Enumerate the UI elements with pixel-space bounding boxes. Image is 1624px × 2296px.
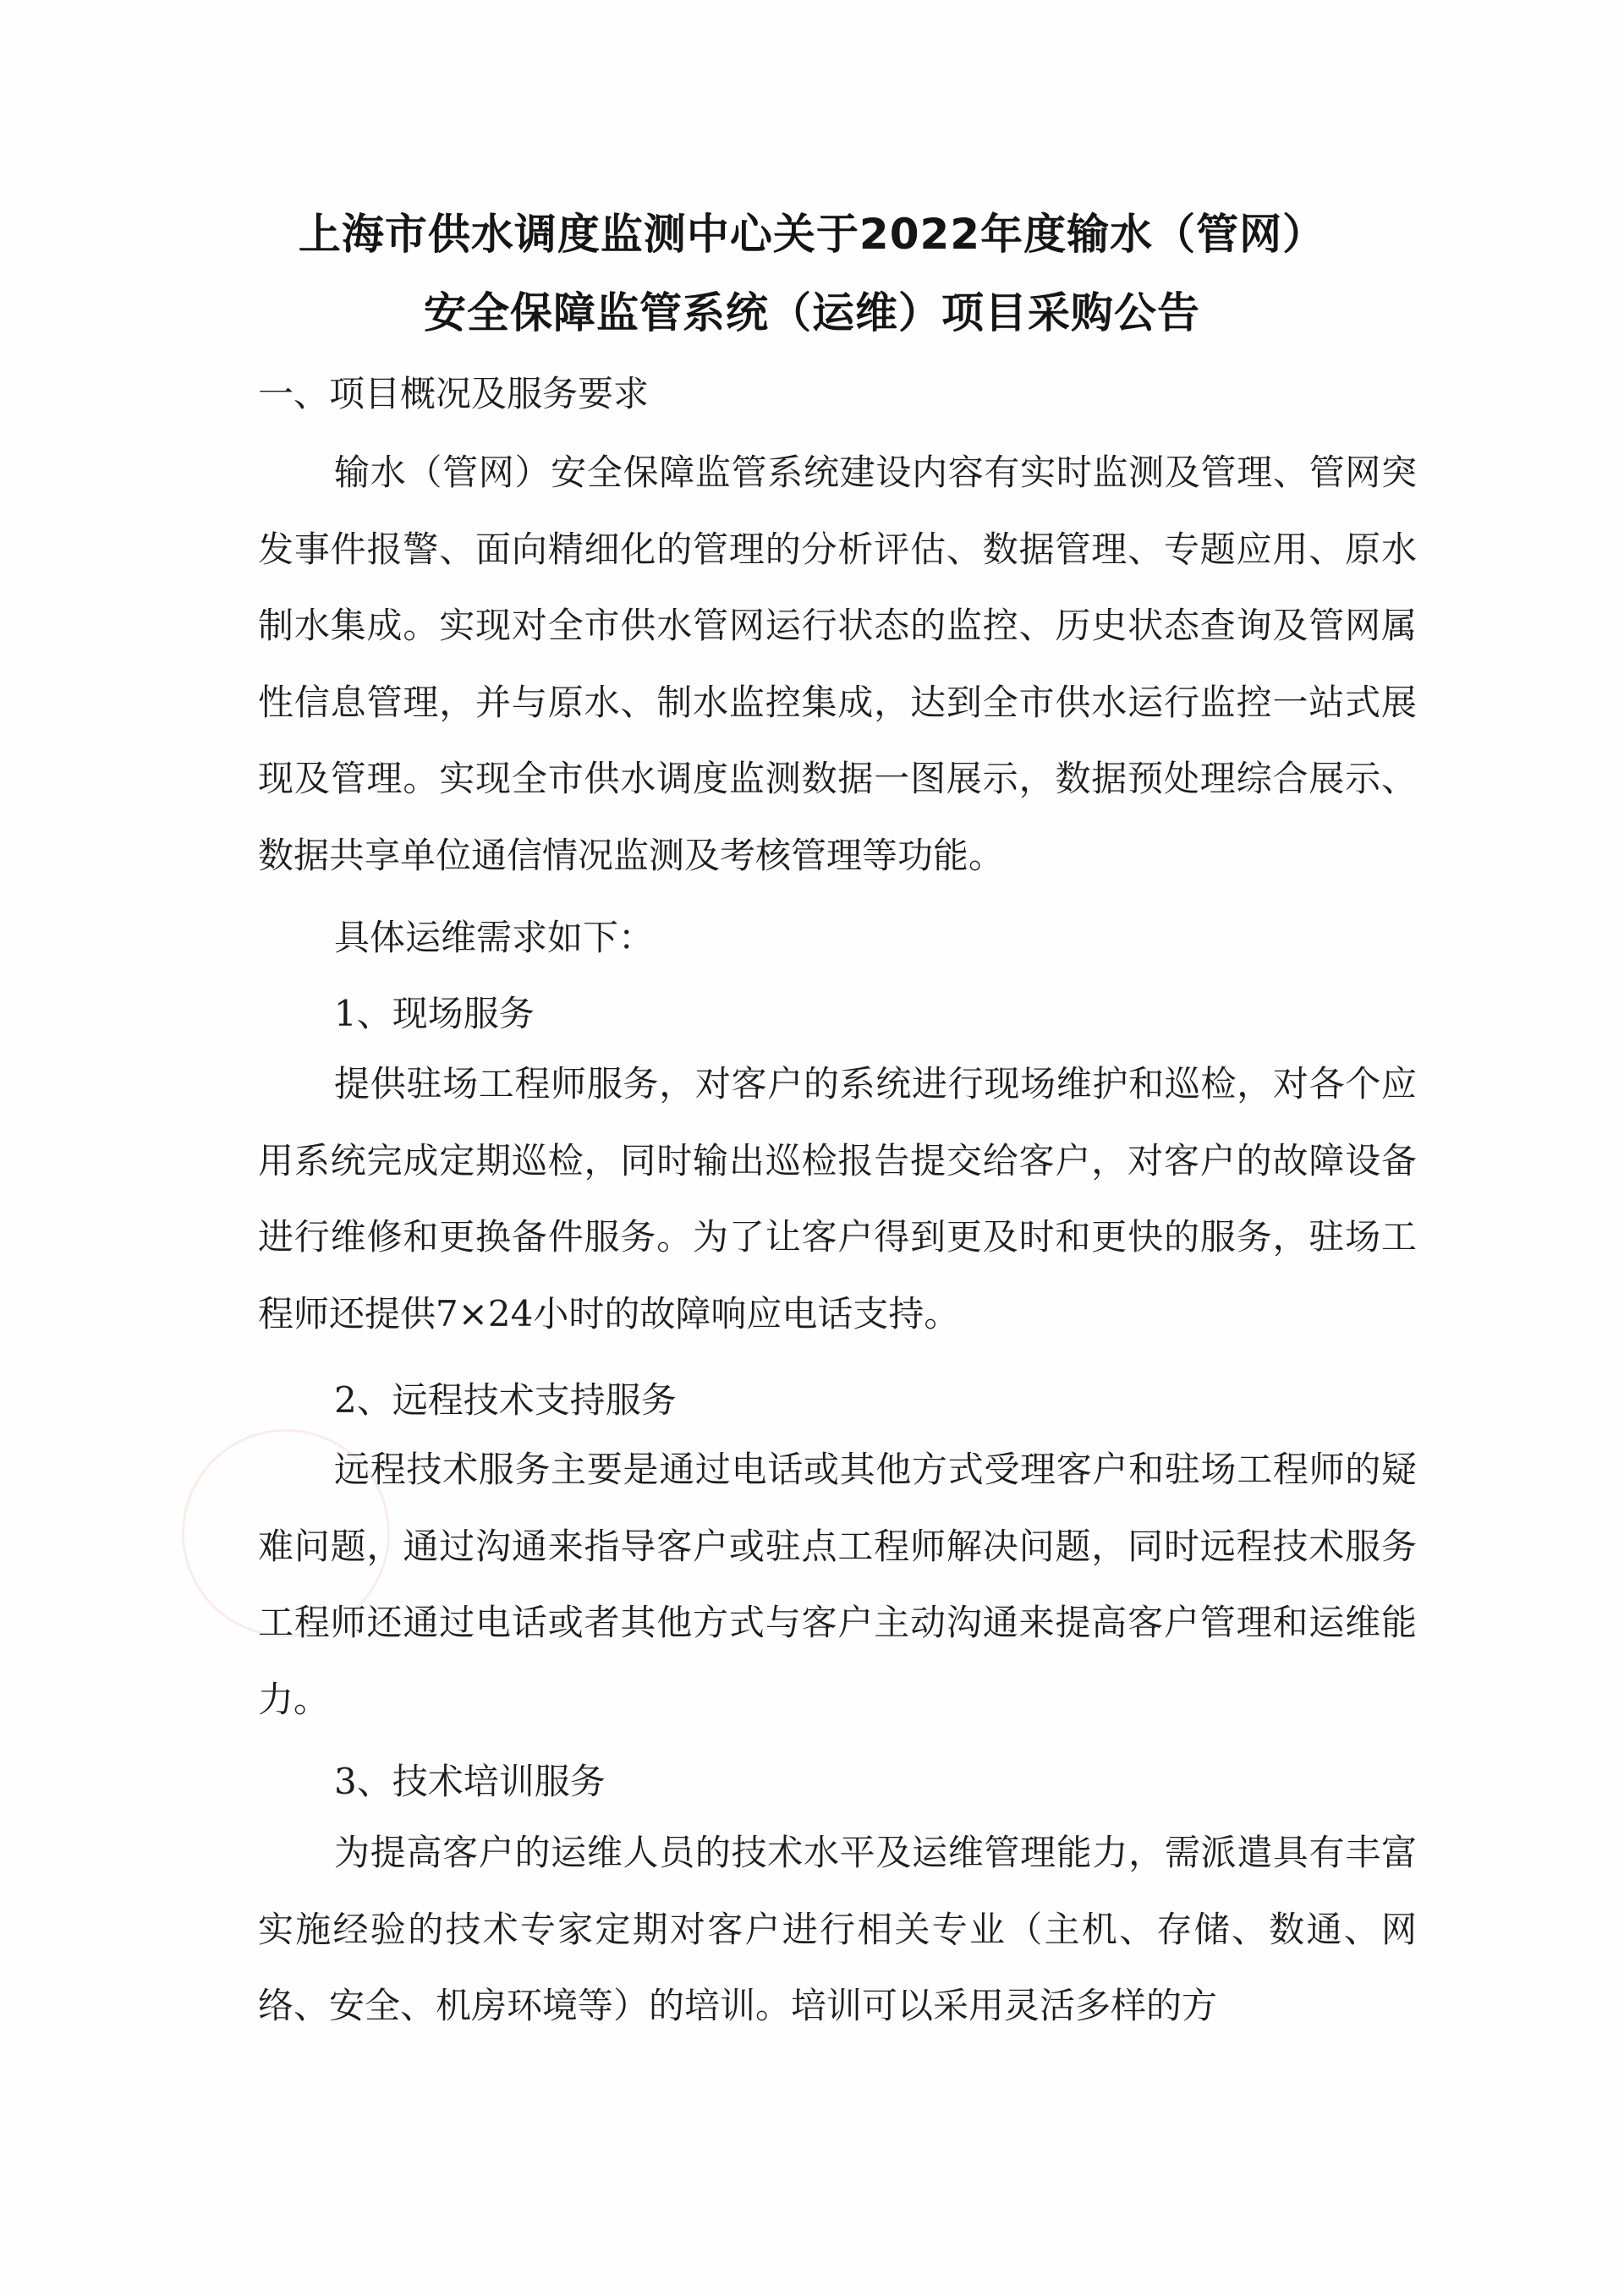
document-title-line-1: 上海市供水调度监测中心关于2022年度输水（管网） xyxy=(298,210,1326,259)
item-heading-remote-support: 2、远程技术支持服务 xyxy=(334,1379,677,1421)
item-heading-onsite-service: 1、现场服务 xyxy=(334,993,535,1034)
paragraph-training: 为提高客户的运维人员的技术水平及运维管理能力，需派遣具有丰富实施经验的技术专家定期对客户进行相关专业（主机、存储、数通、网络、安全、机房环境等）的培训。培训可以采用灵活多样的方 xyxy=(258,1832,1417,2026)
paragraph-remote-support: 远程技术服务主要是通过电话或其他方式受理客户和驻场工程师的疑难问题，通过沟通来指导客户或驻点工程师解决问题，同时远程技术服务工程师还通过电话或者其他方式与客户主动沟通来提高客户管理和运维能力。 xyxy=(258,1449,1417,1720)
requirements-intro: 具体运维需求如下： xyxy=(334,917,655,958)
paragraph-overview: 输水（管网）安全保障监管系统建设内容有实时监测及管理、管网突发事件报警、面向精细化的管理的分析评估、数据管理、专题应用、原水制水集成。实现对全市供水管网运行状态的监控、历史状态查询及管网属性信息管理，并与原水、制水监控集成，达到全市供水运行监控一站式展现及管理。实现全市供水调度监测数据一图展示，数据预处理综合展示、数据共享单位通信情况监测及考核管理等功能。 xyxy=(258,452,1417,876)
item-heading-training: 3、技术培训服务 xyxy=(334,1761,606,1802)
section-heading-overview: 一、项目概况及服务要求 xyxy=(258,373,650,414)
paragraph-onsite-service: 提供驻场工程师服务，对客户的系统进行现场维护和巡检，对各个应用系统完成定期巡检，同时输出巡检报告提交给客户，对客户的故障设备进行维修和更换备件服务。为了让客户得到更及时和更快的服务，驻场工程师还提供7×24小时的故障响应电话支持。 xyxy=(258,1063,1417,1334)
document-title-line-2: 安全保障监管系统（运维）项目采购公告 xyxy=(424,288,1200,337)
